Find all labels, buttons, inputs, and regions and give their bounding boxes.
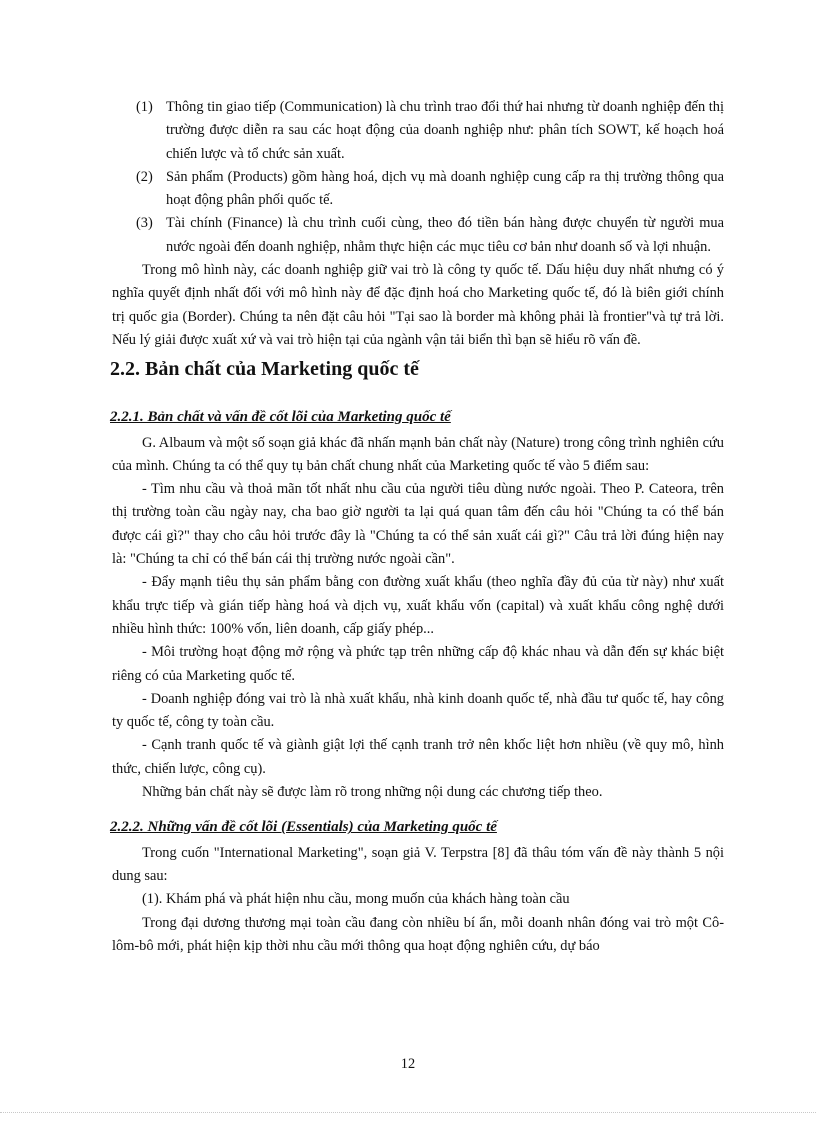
- paragraph-ocean: Trong đại dương thương mại toàn cầu đang còn nhiều bí ẩn, mỗi doanh nhân đóng vai trò một Cô-lôm-bô mới, phát hiện kịp thời nhu cầu mới thông qua hoạt động nghiên cứu, dự báo: [112, 914, 724, 954]
- paragraph-point-1: (1). Khám phá và phát hiện nhu cầu, mong muốn của khách hàng toàn cầu: [142, 891, 570, 908]
- list-item: [112, 212, 724, 259]
- list-number: (2): [136, 168, 153, 185]
- document-body: [112, 96, 724, 958]
- list-text: Tài chính (Finance) là chu trình cuối cùng, theo đó tiền bán hàng được chuyển từ người mua nước ngoài đến doanh nghiệp, nhằm thực hiện các mục tiêu cơ bản như doanh số và lợi nhuận.: [166, 215, 724, 255]
- section-heading-2-2: 2.2. Bản chất của Marketing quốc tế: [110, 358, 419, 381]
- list-item: [112, 96, 724, 166]
- page-number: 12: [400, 1056, 416, 1072]
- paragraph-model: Trong mô hình này, các doanh nghiệp giữ vai trò là công ty quốc tế. Dấu hiệu duy nhất nhưng có ý nghĩa quyết định nhất đối với mô hình này để đặc định hoá cho Marketing quốc tế, đó là biên giới chính trị quốc gia (Border). Chúng ta nên đặt câu hỏi "Tại sao là border mà không phải là frontier"và tự trả lời. Nếu lý giải được xuất xứ và vai trò hiện tại của ngành vận tải biển thì bạn sẽ hiểu rõ vấn đề.: [112, 262, 724, 348]
- dash-item: - Doanh nghiệp đóng vai trò là nhà xuất khẩu, nhà kinh doanh quốc tế, nhà đầu tư quốc tế, hay công ty quốc tế, công ty toàn cầu.: [112, 690, 724, 731]
- dash-item: - Môi trường hoạt động mở rộng và phức tạp trên những cấp độ khác nhau và dẫn đến sự khác biệt riêng có của Marketing quốc tế.: [112, 644, 724, 684]
- list-number: (3): [136, 215, 153, 232]
- subsection-heading-2-2-1: 2.2.1. Bản chất và vấn đề cốt lõi của Marketing quốc tế: [110, 409, 451, 426]
- list-text: Thông tin giao tiếp (Communication) là chu trình trao đổi thứ hai nhưng từ doanh nghiệp đến thị trường được diễn ra sau các hoạt động của doanh nghiệp như: phân tích SOWT, kế hoạch hoá chiến lược và tổ chức sản xuất.: [166, 99, 724, 162]
- list-item: [112, 166, 724, 213]
- paragraph-clarify: Những bản chất này sẽ được làm rõ trong những nội dung các chương tiếp theo.: [142, 784, 603, 801]
- page-bottom-divider: [0, 1112, 816, 1113]
- list-text: Sản phẩm (Products) gồm hàng hoá, dịch vụ mà doanh nghiệp cung cấp ra thị trường thông qua hoạt động phân phối quốc tế.: [166, 168, 724, 209]
- paragraph-albaum: G. Albaum và một số soạn giả khác đã nhấn mạnh bản chất này (Nature) trong công trình nghiên cứu của mình. Chúng ta có thể quy tụ bản chất chung nhất của Marketing quốc tế vào 5 điểm sau:: [112, 434, 724, 474]
- dash-item: - Cạnh tranh quốc tế và giành giật lợi thế cạnh tranh trở nên khốc liệt hơn nhiều (về quy mô, hình thức, chiến lược, công cụ).: [112, 737, 724, 777]
- list-number: (1): [136, 99, 153, 115]
- paragraph-terpstra: Trong cuốn "International Marketing", soạn giả V. Terpstra [8] đã thâu tóm vấn đề này thành 5 nội dung sau:: [112, 844, 724, 884]
- dash-item: - Tìm nhu cầu và thoả mãn tốt nhất nhu cầu của người tiêu dùng nước ngoài. Theo P. Cateora, trên thị trường toàn cầu ngày nay, cha bao giờ người ta lại quá quan tâm đến câu hỏi "Chúng ta có thể bán được cái gì?" thay cho câu hỏi trước đây là "Chúng ta có thể sản xuất cái gì?" Câu trả lời đúng hiện nay là: "Chúng ta chỉ có thể bán cái thị trường nước ngoài cần".: [112, 481, 724, 568]
- dash-item: - Đẩy mạnh tiêu thụ sản phẩm bằng con đường xuất khẩu (theo nghĩa đầy đủ của từ này) như xuất khẩu trực tiếp và gián tiếp hàng hoá và dịch vụ, xuất khẩu vốn (capital) và xuất khẩu công nghệ dưới nhiều hình thức: 100% vốn, liên doanh, cấp giấy phép...: [112, 574, 724, 637]
- subsection-heading-2-2-2: 2.2.2. Những vấn đề cốt lõi (Essentials) của Marketing quốc tế: [110, 819, 497, 836]
